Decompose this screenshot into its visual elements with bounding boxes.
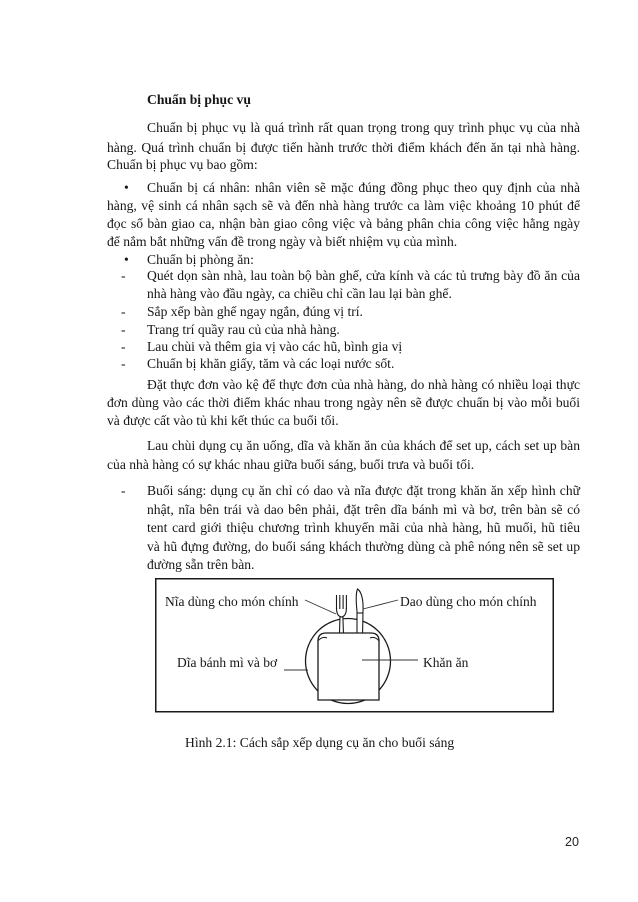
bullet-marker: • xyxy=(124,252,129,267)
dash-marker: - xyxy=(121,322,126,337)
bullet-marker: • xyxy=(124,180,129,195)
dash-marker: - xyxy=(121,304,126,319)
list-item-line: nhà hàng vào đầu ngày, ca chiều chỉ cần lau lại bàn ghế. xyxy=(147,286,452,301)
paragraph-line: Đặt thực đơn vào kệ để thực đơn của nhà hàng, do nhà hàng có nhiều loại thực xyxy=(147,377,580,392)
label-bread-plate: Dĩa bánh mì và bơ xyxy=(177,655,278,670)
paragraph-line: Lau chùi dụng cụ ăn uống, dĩa và khăn ăn của khách để set up, cách set up bàn xyxy=(147,438,580,453)
list-item-line: tent card giới thiệu chương trình khuyến mãi của nhà hàng, hũ muối, hũ tiêu xyxy=(147,520,580,535)
bullet-item-line: Chuẩn bị phòng ăn: xyxy=(147,252,254,267)
label-knife: Dao dùng cho món chính xyxy=(400,594,537,609)
figure-caption: Hình 2.1: Cách sắp xếp dụng cụ ăn cho buổi sáng xyxy=(185,735,455,750)
list-item-line: đường sẵn trên bàn. xyxy=(147,557,255,572)
bullet-item-line: đọc sổ bàn giao ca, nhận bàn giao công việc và bảng phân chia công việc hằng ngày xyxy=(107,216,580,231)
napkin-illustration xyxy=(318,633,379,700)
leader-line-knife xyxy=(363,600,398,609)
list-item-line: Trang trí quầy rau củ của nhà hàng. xyxy=(147,322,340,337)
section-heading: Chuẩn bị phục vụ xyxy=(147,92,251,107)
napkin-body xyxy=(318,633,379,700)
paragraph-line: của nhà hàng có sự khác nhau giữa buổi sáng, buổi trưa và buổi tối. xyxy=(107,457,475,472)
paragraph-line: Chuẩn bị phục vụ là quá trình rất quan trọng trong quy trình phục vụ của nhà xyxy=(147,120,580,135)
list-item-line: Quét dọn sàn nhà, lau toàn bộ bàn ghế, cửa kính và các tủ trưng bày đồ ăn của xyxy=(147,268,580,283)
dash-marker: - xyxy=(121,356,126,371)
fork-head xyxy=(337,608,347,617)
paragraph-line: hàng. Quá trình chuẩn bị được tiến hành trước thời điểm khách đến ăn tại nhà hàng. xyxy=(107,140,580,155)
paragraph-line: đơn dùng vào các thời điểm khác nhau trong ngày nên sẽ được chuẩn bị vào mỗi buổi xyxy=(107,395,580,410)
list-item-line: Buổi sáng: dụng cụ ăn chỉ có dao và nĩa được đặt trong khăn ăn xếp hình chữ xyxy=(147,483,580,498)
page-number: 20 xyxy=(565,835,579,849)
list-item-line: Lau chùi và thêm gia vị vào các hũ, bình gia vị xyxy=(147,339,403,354)
bullet-item-line: để nắm bắt những vấn đề trong ngày và biết nhiệm vụ của mình. xyxy=(107,234,458,249)
bullet-item-line: hàng, vệ sinh cá nhân sạch sẽ và đến nhà hàng trước ca làm việc khoảng 10 phút để xyxy=(107,198,580,213)
list-item-line: nhật, nĩa bên trái và dao bên phải, đặt trên dĩa bánh mì và bơ, trên bàn sẽ có xyxy=(147,502,580,517)
leader-line-fork xyxy=(305,600,336,614)
dash-marker: - xyxy=(121,483,126,498)
list-item-line: Sắp xếp bàn ghế ngay ngắn, đúng vị trí. xyxy=(147,304,363,319)
bullet-item-line: Chuẩn bị cá nhân: nhân viên sẽ mặc đúng đồng phục theo quy định của nhà xyxy=(147,180,580,195)
label-fork: Nĩa dùng cho món chính xyxy=(165,594,299,609)
label-napkin: Khăn ăn xyxy=(423,655,469,670)
knife-illustration xyxy=(356,589,363,638)
list-item-line: và hũ đựng đường, do buổi sáng khách thường dùng cà phê nóng nên sẽ set up xyxy=(147,539,580,554)
paragraph-line: và được cất vào tủ khi kết thúc ca buổi tối. xyxy=(107,413,339,428)
list-item-line: Chuẩn bị khăn giấy, tăm và các loại nước sốt. xyxy=(147,356,395,371)
dash-marker: - xyxy=(121,268,126,283)
dash-marker: - xyxy=(121,339,126,354)
figure-place-setting xyxy=(155,578,554,713)
paragraph-line: Chuẩn bị phục vụ bao gồm: xyxy=(107,157,258,172)
